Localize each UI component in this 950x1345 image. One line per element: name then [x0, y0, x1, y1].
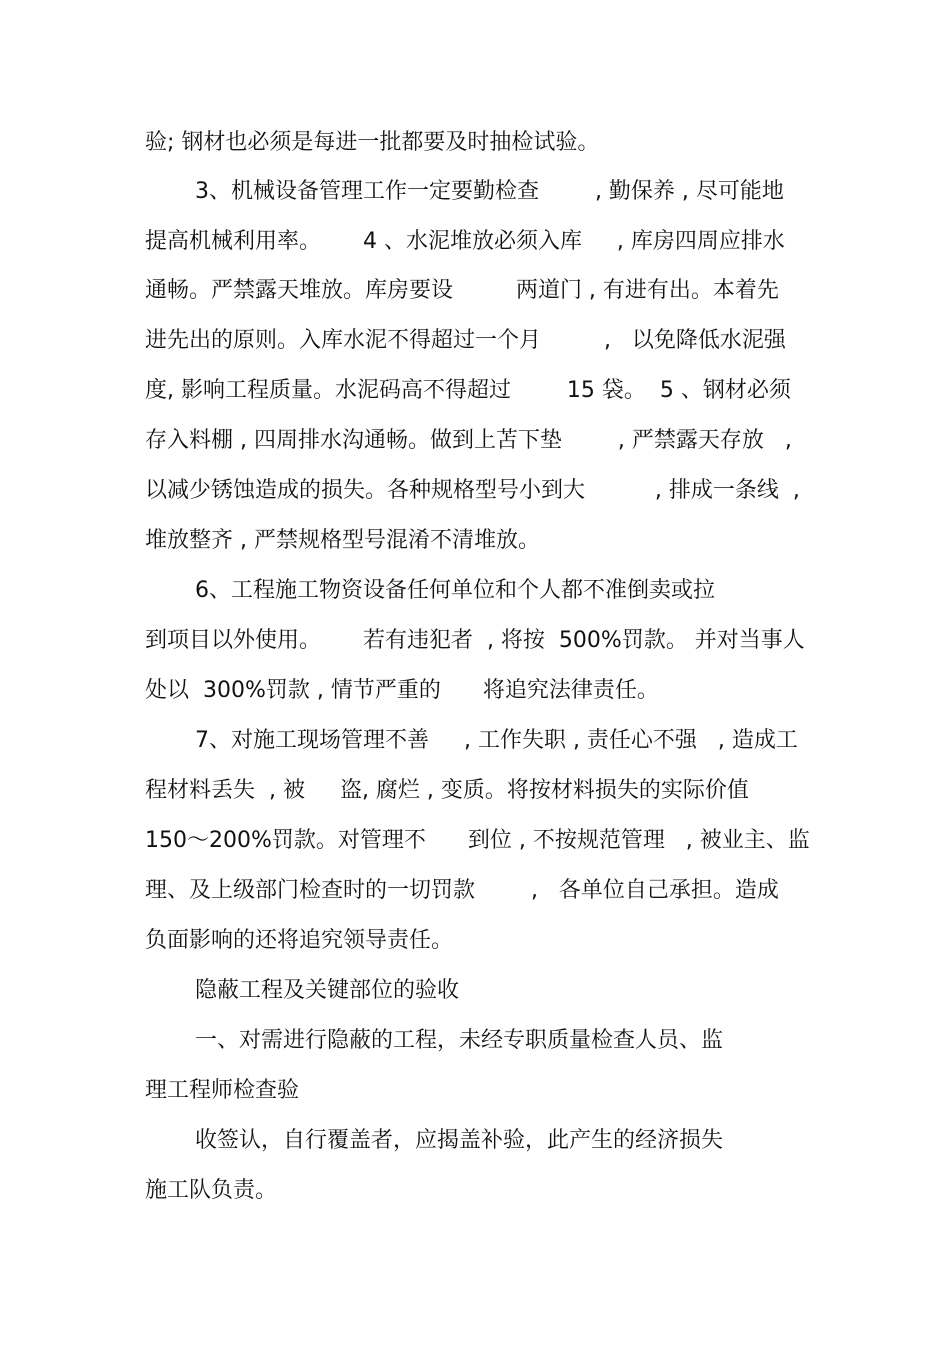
- section-heading: 隐蔽工程及关键部位的验收: [195, 978, 460, 1003]
- text-line-2: 3、机械设备管理工作一定要勤检查 , 勤保养 , 尽可能地: [195, 179, 784, 204]
- text-line-6: 度, 影响工程质量。水泥码高不得超过 15 袋。 5 、钢材必须: [145, 378, 791, 403]
- text-line-13: 7、对施工现场管理不善 , 工作失职 , 责任心不强 , 造成工: [195, 728, 798, 753]
- text-line-10: 6、工程施工物资设备任何单位和个人都不准倒卖或拉: [195, 578, 715, 603]
- text-line-17: 负面影响的还将追究领导责任。: [145, 928, 454, 953]
- text-line-21: 收签认，自行覆盖者，应揭盖补验，此产生的经济损失: [195, 1128, 724, 1153]
- text-line-14: 程材料丢失 , 被 盗, 腐烂 , 变质。将按材料损失的实际价值: [145, 778, 749, 803]
- text-line-1: 验; 钢材也必须是每进一批都要及时抽检试验。: [145, 130, 600, 155]
- text-line-12: 处以 300%罚款 , 情节严重的 将追究法律责任。: [145, 678, 659, 703]
- text-line-16: 理、及上级部门检查时的一切罚款 , 各单位自己承担。造成: [145, 878, 779, 903]
- text-line-3: 提高机械利用率。 4 、水泥堆放必须入库 , 库房四周应排水: [145, 229, 785, 254]
- text-line-7: 存入料棚 , 四周排水沟通畅。做到上苫下垫 , 严禁露天存放 ,: [145, 428, 792, 453]
- text-line-4: 通畅。严禁露天堆放。库房要设 两道门 , 有进有出。本着先: [145, 278, 779, 303]
- text-line-19: 一、对需进行隐蔽的工程，未经专职质量检查人员、监: [195, 1028, 724, 1053]
- text-line-11: 到项目以外使用。 若有违犯者 , 将按 500%罚款。 并对当事人: [145, 628, 805, 653]
- text-line-20: 理工程师检查验: [145, 1078, 300, 1103]
- text-line-9: 堆放整齐 , 严禁规格型号混淆不清堆放。: [145, 528, 540, 553]
- text-line-8: 以减少锈蚀造成的损失。各种规格型号小到大 , 排成一条线 ,: [145, 478, 800, 503]
- text-line-22: 施工队负责。: [145, 1178, 278, 1203]
- text-line-15: 150～200%罚款。对管理不 到位 , 不按规范管理 , 被业主、监: [145, 828, 810, 853]
- text-line-5: 进先出的原则。入库水泥不得超过一个月 , 以免降低水泥强: [145, 328, 786, 353]
